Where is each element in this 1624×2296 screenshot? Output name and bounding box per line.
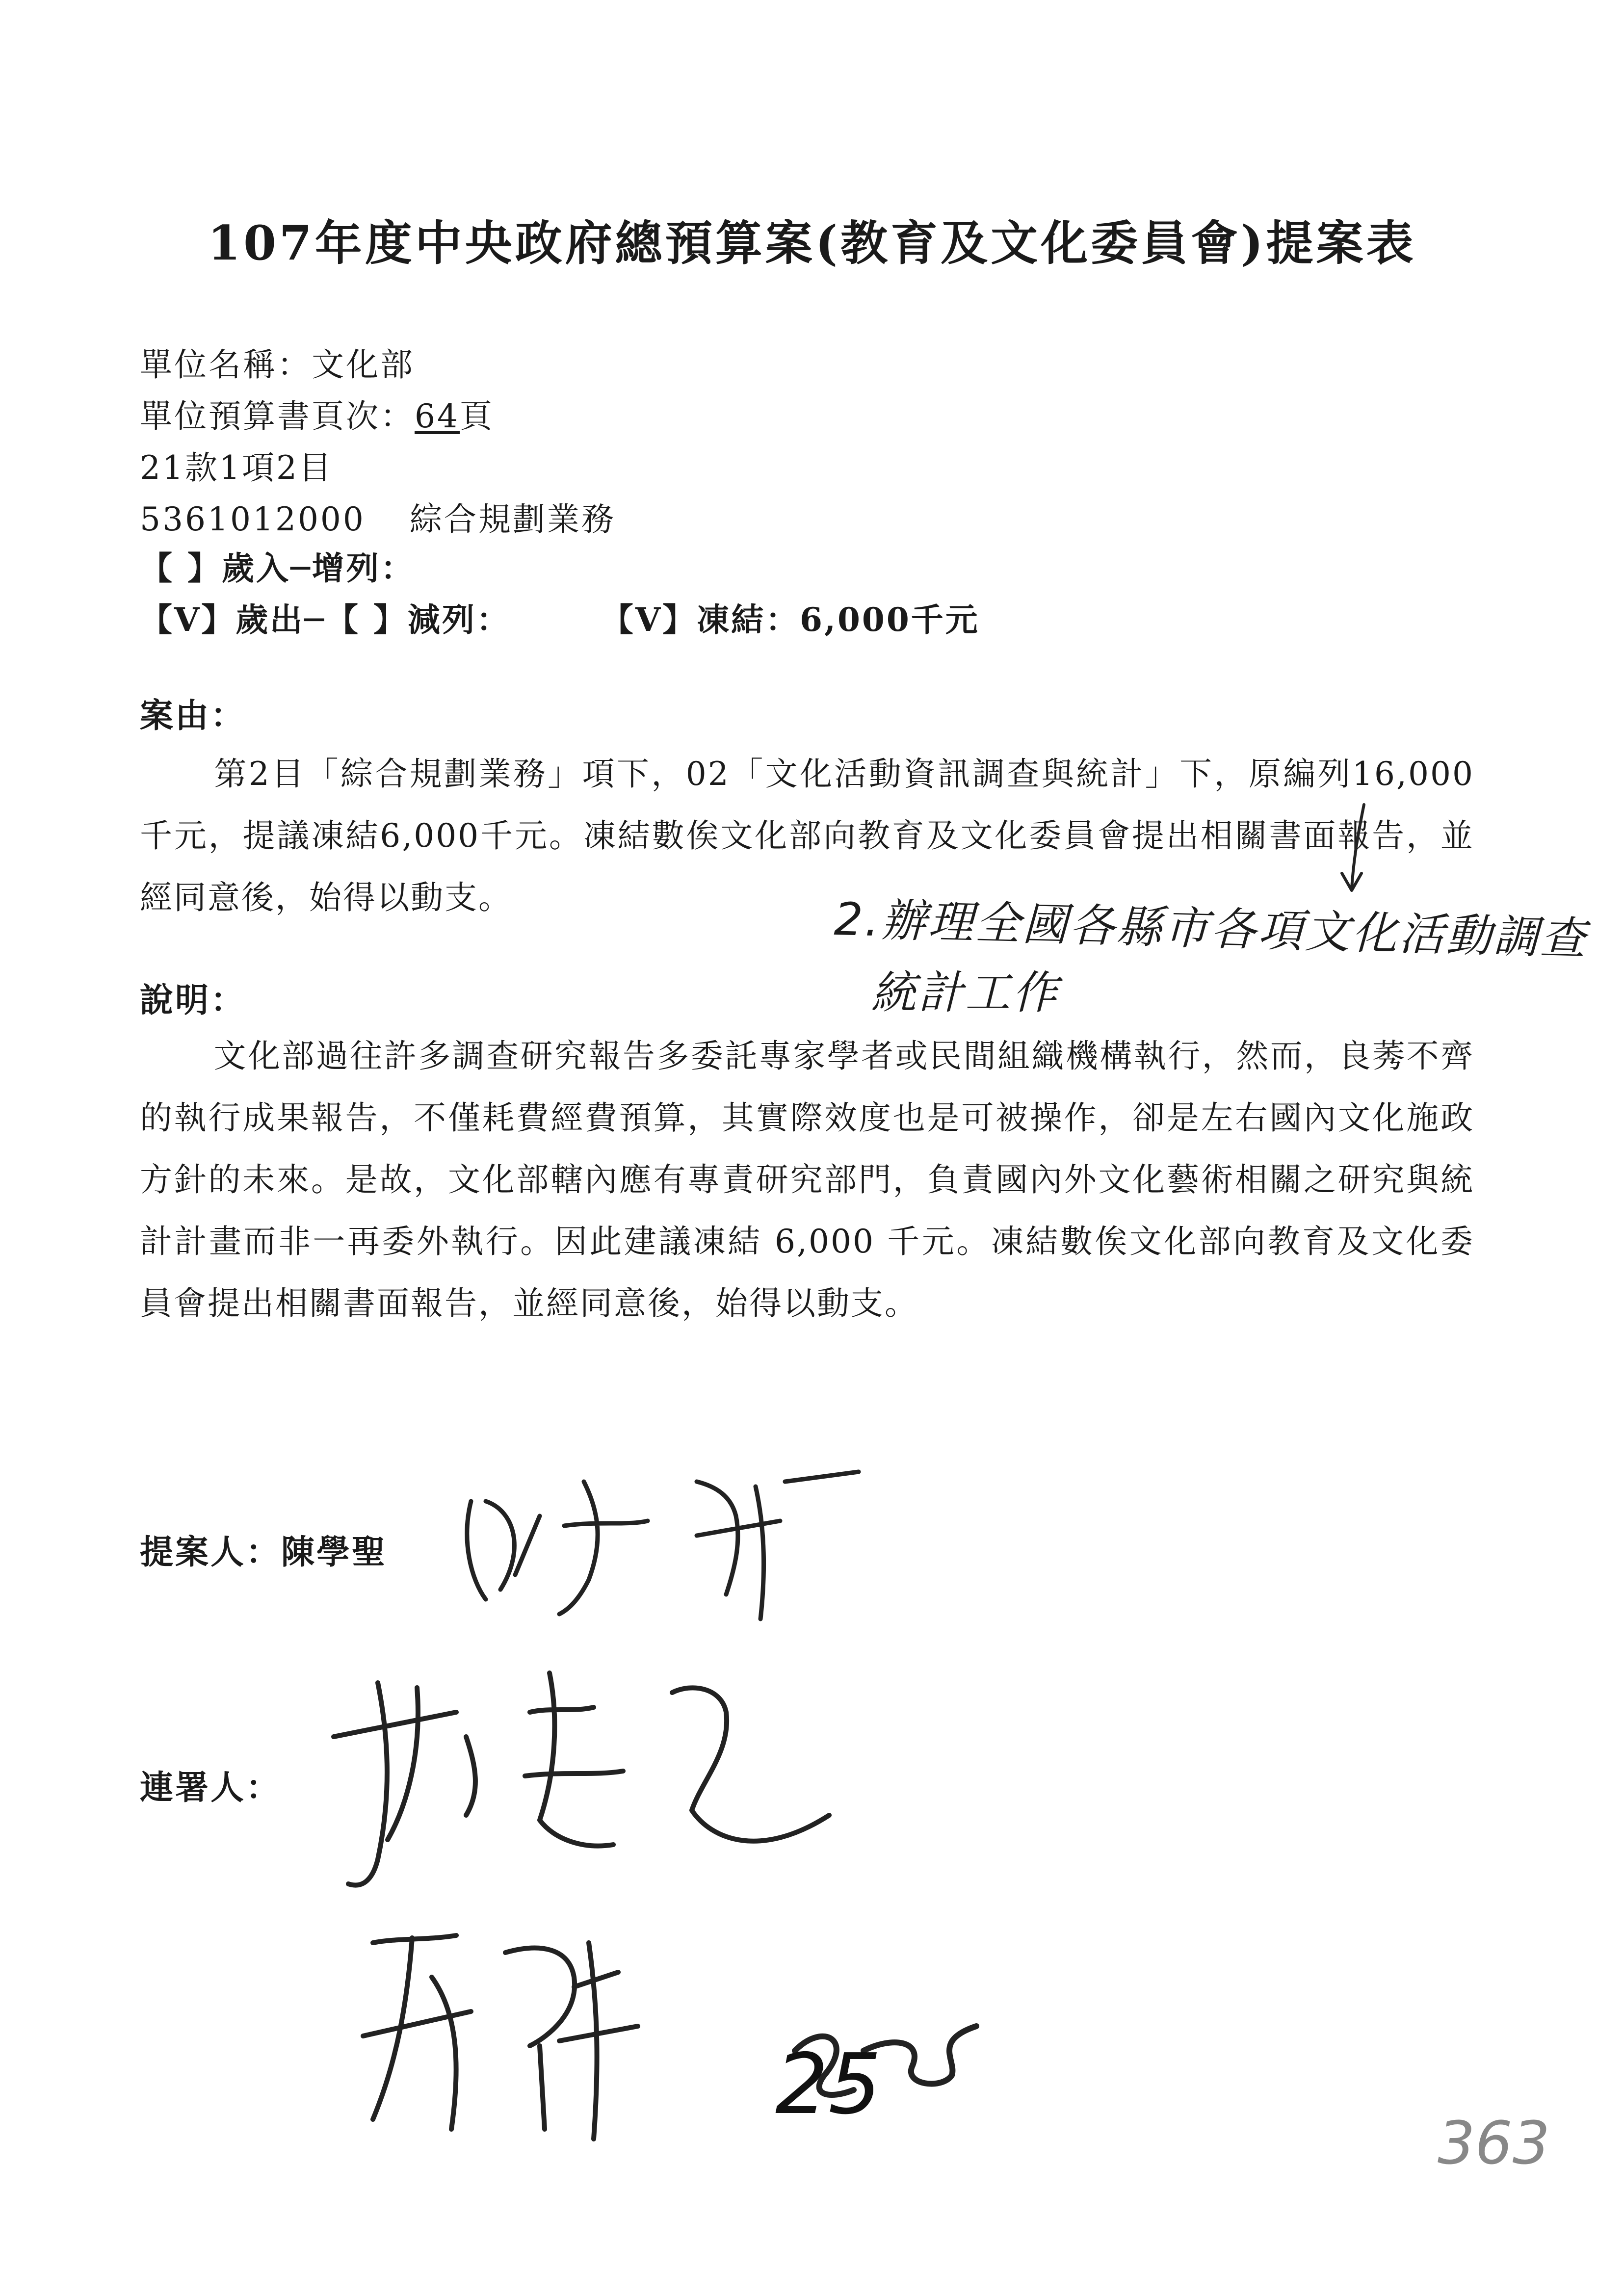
income-line: 【 】歲入─增列： [140,549,415,587]
unit-name-label: 單位名稱： [140,346,312,384]
explanation-text-block [140,1025,1474,1334]
budget-page-value: 64 [415,397,460,435]
budget-page-line [140,390,494,437]
page-title: 107年度中央政府總預算案(教育及文化委員會)提案表 [208,215,1416,271]
explanation-text: 文化部過往許多調查研究報告多委託專家學者或民間組織機構執行，然而，良莠不齊的執行成果報告，不僅耗費經費預算，其實際效度也是可被操作，卻是左右國內文化施政方針的未來。是故，文化部轄內應有專責研究部門，負責國內外文化藝術相關之研究與統計計畫而非一再委外執行。因此建議凍結 6,000 千元。凍結數俟文化部向教育及文化委員會提出相關書面報告，並經同意後，始得以動支。 [140,1037,1474,1322]
unit-name-line [140,339,415,385]
explanation-heading: 說明： [140,981,246,1020]
proposer-signature [442,1452,883,1639]
program-line [140,493,616,540]
handwritten-insertion-line2: 統計工作 [871,966,1060,1019]
expense-freeze: 【V】凍結：6,000千元 [601,600,980,639]
cosigner-signature-2 [343,1913,1030,2159]
proposer-name: 陳學聖 [281,1533,388,1572]
cosigner-label: 連署人： [140,1768,282,1807]
case-heading: 案由： [140,696,246,735]
expense-reduce: 【V】歲出─【 】減列： [140,600,511,639]
account-path: 21款1項2目 [140,449,333,487]
insertion-arrow [1335,800,1379,898]
case-text: 第2目「綜合規劃業務」項下，02「文化活動資訊調查與統計」下，原編列16,000千元，提議凍結6,000千元。凍結數俟文化部向教育及文化委員會提出相關書面報告，並經同意後，始得以動支。 [140,755,1474,916]
handwritten-page-number: 363 [1438,2110,1550,2178]
handwritten-insertion-line1: 2.辦理全國各縣市各項文化活動調查 [833,892,1588,965]
proposer-line [140,1526,387,1573]
handwritten-mark: 25 [775,2036,882,2133]
cosigner-signature-1 [319,1653,859,1908]
budget-page-label: 單位預算書頁次： [140,397,415,435]
expense-line [140,594,980,640]
proposer-label: 提案人： [140,1533,282,1572]
program-name: 綜合規劃業務 [409,500,616,538]
unit-name-value: 文化部 [312,346,415,384]
budget-page-suffix: 頁 [459,397,494,435]
program-code: 5361012000 [140,500,366,538]
